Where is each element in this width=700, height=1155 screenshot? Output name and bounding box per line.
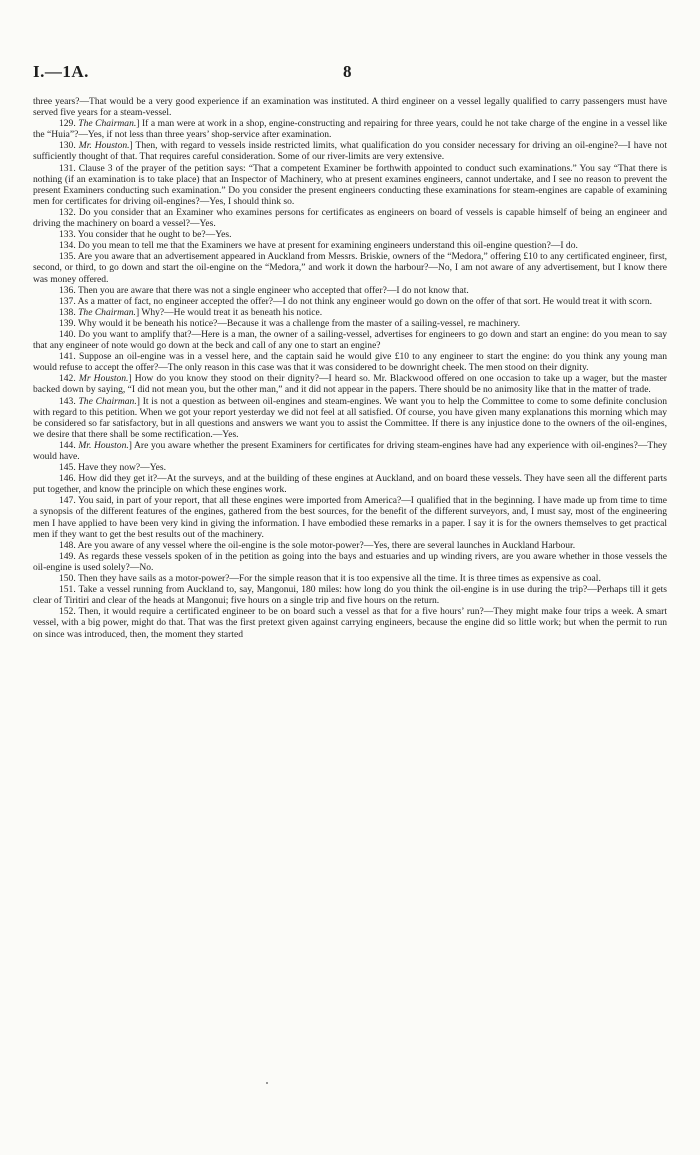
question-number: 144. [59,439,76,451]
paragraph-text: As regards these vessels spoken of in the petition as going into the bays and estuaries and up winding rivers, are you aware whether in those vessels the oil-engine is used solely?—No. [33,550,667,573]
paragraph-text: Then, with regard to vessels inside restricted limits, what qualification do you consider necessary for driving an oil-engine?—I have not sufficiently thought of that. That requires careful consideration. Some of our river-limits are very extensive. [33,140,667,163]
testimony-paragraph [33,540,667,551]
testimony-paragraph: 138. The Chairman.] Why?—He would treat it as beneath his notice. [59,306,323,318]
paragraph-text: Are you aware whether the present Examiners for certificates for driving steam-engines have had any experience with oil-engines?—They would have. [33,439,668,462]
question-number: 151. [59,584,76,596]
paragraph-text: Why?—He would treat it as beneath his notice. [141,306,323,318]
document-id: I.—1A. [33,62,89,81]
question-number: 139. [59,317,76,329]
speaker-name: The Chairman. [78,395,137,407]
question-number: 134. [59,240,76,252]
paragraph-text: Suppose an oil-engine was in a vessel here, and the captain said he would give £10 to any engineer to start the engine: do you think any young man would refuse to accept the offer?—The only reason in this case was that it was considered to be downright cheek. The men stood on their dignity. [33,351,667,374]
question-number: 146. [59,473,76,485]
testimony-paragraph [33,207,667,229]
question-number: 133. [59,229,76,241]
paragraph-text: How do you know they stood on their dignity?—I heard so. Mr. Blackwood offered on one occasion to take up a wager, but the master backed down by saying, “I did not mean you, but the other man,” and it did not appear in the papers. There should be no animosity like that in the matter of trade. [33,373,667,396]
question-number: 138. [59,306,76,318]
paragraph-text: Why would it be beneath his notice?—Because it was a challenge from the master of a sailing-vessel, re machinery. [77,317,521,329]
question-number: 130. [59,140,76,152]
question-number: 141. [59,351,76,363]
question-number: 136. [59,284,76,296]
paragraph-text: How did they get it?—At the surveys, and at the building of these engines at Auckland, and on board these vessels. They have seen all the different parts put together, and know the principle on which these engines work. [33,473,667,496]
paragraph-text: Then you are aware that there was not a single engineer who accepted that offer?—I do not know that. [77,284,469,296]
testimony-paragraph [33,573,667,584]
speaker-name: Mr. Houston. [78,140,130,152]
testimony-paragraph [33,318,667,329]
speaker-name: Mr Houston. [78,373,129,385]
speaker-name: The Chairman. [78,306,136,318]
question-number: 147. [59,495,76,507]
testimony-paragraph [33,473,667,495]
paragraph-text: three years?—That would be a very good experience if an examination was instituted. A third engineer on a vessel legally qualified to carry passengers must have served five years for a steam-vessel. [33,96,667,119]
testimony-paragraph [33,229,667,240]
speaker-name: Mr. Houston. [78,439,129,451]
speaker-name: The Chairman. [78,118,137,130]
paragraph-text: Are you aware that an advertisement appeared in Auckland from Messrs. Briskie, owners of the “Medora,” offering £10 to any certificated engineer, first, second, or third, to go down and start the oil-engine on the “Medora,” and work it down the harbour?—No, I am not aware of any advertisement, but I know there was money offered. [33,251,667,285]
testimony-paragraph [33,251,667,284]
testimony-paragraph [33,285,667,296]
question-number: 137. [59,295,76,307]
paragraph-text: Clause 3 of the prayer of the petition says: “That a competent Examiner be forthwith appointed to conduct such examinations.” You say “That there is nothing (if an examination is to take place) that an Inspector of Machinery, who at present examines engineers, cannot undertake, and I see no reason to prevent the present Examiners conducting such examination.” Do you consider the present engineers conducting these examinations for steam-engines are capable of examining men for certificates for driving oil-engines?—Yes, I should think so. [33,162,668,207]
testimony-paragraph [33,462,667,473]
testimony-paragraph [33,163,667,207]
testimony-paragraph [33,351,667,373]
paragraph-text: Are you aware of any vessel where the oil-engine is the sole motor-power?—Yes, there are several launches in Auckland Harbour. [77,539,576,551]
testimony-paragraph [33,296,667,307]
question-number: 142. [59,373,76,385]
question-number: 150. [59,573,76,585]
question-number: 145. [59,462,76,474]
question-number: 131. [59,162,76,174]
question-number: 148. [59,539,76,551]
testimony-paragraph: 142. Mr Houston.] How do you know they stood on their dignity?—I heard so. Mr. Blackwood offered on one occasion to take up a wager, but the master backed down by saying, “I did not mean you, but the other man,” and it did not appear in the papers. There should be no animosity like that in the matter of trade. [33,373,667,396]
paragraph-text: It is not a question as between oil-engines and steam-engines. We want you to help the Committee to come to some definite conclusion with regard to this petition. When we got your report yesterday we did not feel at all satisfied. Of course, you have given many explanations this morning which may be considered so far satisfactory, but in all questions and answers we want you to assist the Committee. If there is any injustice done to the owners of the oil-engines, we desire that there shall be some rectification.—Yes. [33,395,668,440]
testimony-paragraph [33,495,667,539]
testimony-paragraph [33,584,667,606]
paragraph-text: Do you consider that an Examiner who examines persons for certificates as engineers on board of vessels is capable himself of being an engineer and driving the machinery on board a vessel?—Yes. [33,206,667,230]
paragraph-text: As a matter of fact, no engineer accepted the offer?—I do not think any engineer would go down on the offer of that sort. He would treat it with scorn. [77,295,652,307]
testimony-paragraph [33,96,667,118]
paragraph-text: You said, in part of your report, that all these engines were imported from America?—I qualified that in the beginning. I have made up from time to time a synopsis of the different features of the engines, gathered from the best sources, for the benefit of the different surveyors, and, I must say, most of the engineering men I have applied to have been very kind in giving the information. I have embodied these remarks in a paper. I say it is for the owners themselves to get practical men if they want to get the best results out of the machinery. [33,495,667,540]
paragraph-text: If a man were at work in a shop, engine-constructing and repairing for three years, could he not take charge of the engine in a vessel like the “Huia”?—Yes, if not less than three years’ shop-service after examination. [33,118,667,141]
question-number: 129. [59,118,76,130]
testimony-paragraph: 130. Mr. Houston.] Then, with regard to vessels inside restricted limits, what qualification do you consider necessary for driving an oil-engine?—I have not sufficiently thought of that. That requires careful consideration. Some of our river-limits are very extensive. [33,140,667,163]
testimony-paragraph [33,329,667,351]
testimony-paragraph [33,606,667,639]
paragraph-text: Then they have sails as a motor-power?—For the simple reason that it is too expensive all the time. It is three times as expensive as coal. [77,573,601,585]
speck-mark [266,1082,268,1084]
question-number: 132. [59,206,76,218]
testimony-paragraph [33,551,667,573]
question-number: 149. [59,550,76,562]
page-number: 8 [343,62,352,81]
question-number: 143. [59,395,76,407]
page-header [33,62,667,86]
transcript-body [33,96,667,640]
paragraph-text: Do you mean to tell me that the Examiners we have at present for examining engineers understand this oil-engine question?—I do. [78,240,578,252]
question-number: 140. [59,328,76,340]
question-number: 152. [59,606,76,618]
paragraph-text: You consider that he ought to be?—Yes. [77,229,232,241]
testimony-paragraph: 144. Mr. Houston.] Are you aware whether the present Examiners for certificates for driving steam-engines have had any experience with oil-engines?—They would have. [33,439,668,462]
paragraph-text: Do you want to amplify that?—Here is a man, the owner of a sailing-vessel, advertises for engineers to go down and start an engine: do you mean to say that any engineer of note would go down at the beck and call of any one to start an engine? [33,328,668,352]
testimony-paragraph: 143. The Chairman.] It is not a question as between oil-engines and steam-engines. We want you to help the Committee to come to some definite conclusion with regard to this petition. When we got your report yesterday we did not feel at all satisfied. Of course, you have given many explanations this morning which may be considered so far satisfactory, but in all questions and answers we want you to assist the Committee. If there is any injustice done to the owners of the oil-engines, we desire that there shall be some rectification.—Yes. [33,395,668,440]
question-number: 135. [59,251,76,263]
paragraph-text: Take a vessel running from Auckland to, say, Mangonui, 180 miles: how long do you think the oil-engine is in use during the trip?—Perhaps till it gets clear of Tiritiri and clear of the heads at Mangonui; five hours on a single trip and five hours on the return. [33,584,668,607]
paragraph-text: Have they now?—Yes. [78,462,166,474]
testimony-paragraph [33,240,667,251]
paragraph-text: Then, it would require a certificated engineer to be on board such a vessel as that for a five hours’ run?—They might make four trips a week. A smart vessel, with a big power, might do that. That was the first pretext given against carrying engineers, because the engine did so little work; but when the permit to run on since was introduced, then, the moment they started [33,606,668,640]
testimony-paragraph: 129. The Chairman.] If a man were at work in a shop, engine-constructing and repairing for three years, could he not take charge of the engine in a vessel like the “Huia”?—Yes, if not less than three years’ shop-service after examination. [33,118,667,141]
